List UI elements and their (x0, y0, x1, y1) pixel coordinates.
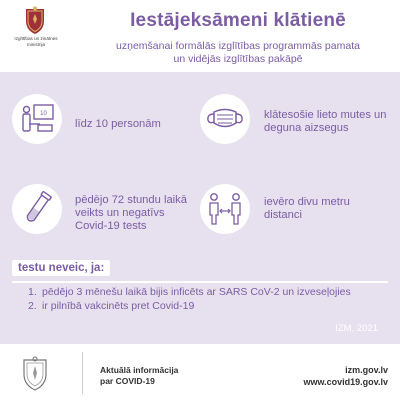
distance-text: ievēro divu metru distanci (264, 196, 350, 221)
header (0, 0, 400, 72)
coat-of-arms-icon (20, 356, 50, 392)
izm-link[interactable]: izm.gov.lv (345, 365, 388, 375)
footer-divider (82, 352, 83, 394)
coat-of-arms-icon (23, 6, 47, 36)
covid19-link[interactable]: www.covid19.gov.lv (303, 377, 388, 387)
mask-circle (200, 94, 250, 144)
classroom-circle (12, 94, 62, 144)
exemption-list (28, 285, 388, 313)
rules-panel (0, 72, 400, 344)
test-circle (12, 184, 62, 234)
footer-info: Aktuālā informācija par COVID-19 (100, 365, 179, 386)
classroom-icon (12, 94, 62, 144)
ministry-name: Izglītības un zinātnes ministrija (14, 36, 58, 47)
source-credit: IZM, 2021 (335, 323, 378, 334)
test-tube-icon (12, 184, 62, 234)
footer-links (303, 364, 388, 388)
face-mask-icon (200, 94, 250, 144)
social-distance-icon (200, 184, 250, 234)
footer (0, 344, 400, 400)
capacity-text: līdz 10 personām (75, 118, 161, 130)
svg-text:10: 10 (40, 111, 47, 117)
page-subtitle: uzņemšanai formālās izglītības programmās pamata un vidējās izglītības pakāpē (116, 40, 360, 65)
exemption-title: testu neveic, ja: (12, 260, 110, 276)
exemption-divider (12, 281, 388, 283)
list-item: 2. ir pilnībā vakcinēts pret Covid-19 (28, 300, 195, 312)
mask-text: klātesošie lieto mutes un deguna aizsegus (264, 109, 387, 134)
list-item: 1. pēdējo 3 mēnešu laikā bijis inficēts ar SARS CoV-2 un izveseļojies (28, 286, 351, 298)
distance-circle (200, 184, 250, 234)
page-title: Iestājeksāmeni klātienē (130, 10, 346, 31)
test-text: pēdējo 72 stundu laikā veikts un negatīvs Covid-19 tests (75, 194, 187, 232)
